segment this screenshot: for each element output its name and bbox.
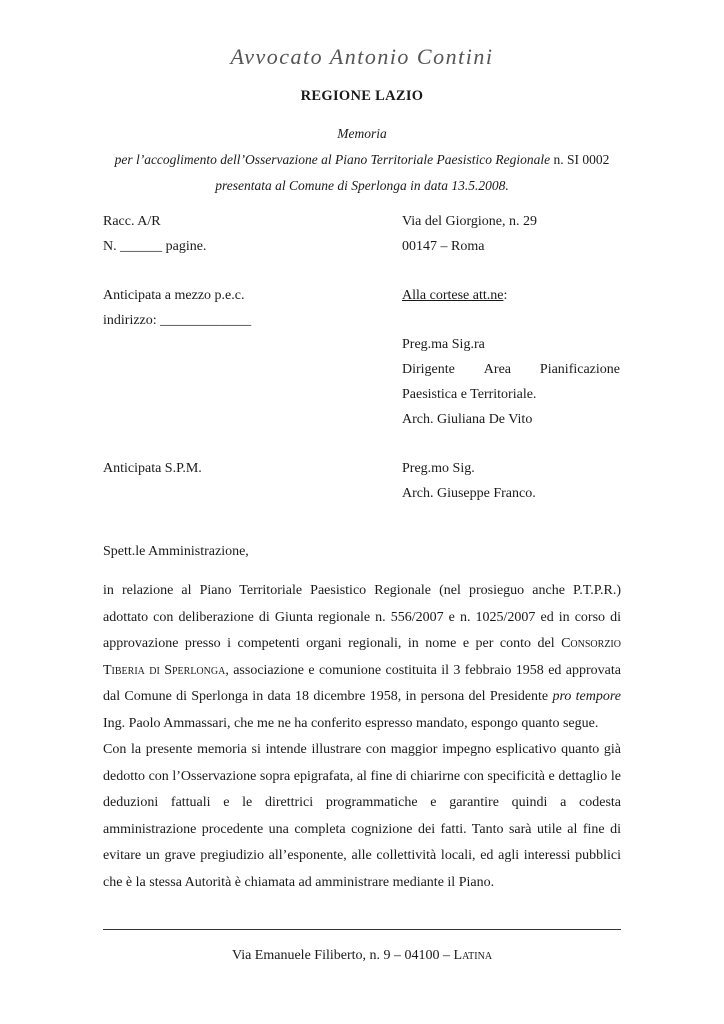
memo-subtitle-number: n. SI 0002 [550, 152, 610, 167]
body-paragraph-1 [103, 578, 621, 737]
recipient1-department: Paesistica e Territoriale. [402, 387, 537, 402]
footer-divider [103, 929, 621, 930]
role-word-3: Pianificazione [539, 362, 620, 377]
para1-part-b: , associazione e comunione costituita il 3 febbraio 1958 ed approvata dal Comune di Sperlonga in data 18 dicembre 1958, in persona del Presidente [103, 662, 621, 704]
memo-subtitle [0, 152, 724, 168]
footer-city: Latina [453, 948, 493, 963]
region-heading: REGIONE LAZIO [300, 88, 424, 104]
para1-part-a: in relazione al Piano Territoriale Paesistico Regionale (nel prosieguo anche P.T.P.R.) adottato con deliberazione di Giunta regionale n. 556/2007 e n. 1025/2007 ed in corso di approvazione presso i competenti organi regionali, in nome e per conto del [103, 583, 621, 651]
attention-colon: : [503, 288, 508, 303]
street-line: Via del Giorgione, n. 29 [402, 214, 537, 229]
memo-presented: presentata al Comune di Sperlonga in data 13.5.2008. [215, 178, 509, 193]
pages-line: N. ______ pagine. [103, 239, 207, 254]
letterhead: Avvocato Antonio Contini [230, 44, 494, 69]
body-paragraph-2: Con la presente memoria si intende illustrare con maggior impegno esplicativo quanto già dedotto con l’Osservazione sopra epigrafata, al fine di chiarirne con specificità e dettaglio le deduzioni fattuali e le direttrici programmatiche e garantire quindi a codesta amministrazione procedente una completa cognizione dei fatti. Tanto sarà utile al fine di evitare un grave pregiudizio all’esponente, alle collettività locali, ed agli interessi pubblici che è la stessa Autorità è chiamata ad amministrare mediante il Piano. [103, 742, 621, 890]
consorzio-name: Consorzio Tiberia di Sperlonga [103, 636, 621, 678]
city-line: 00147 – Roma [402, 239, 485, 254]
salutation: Spett.le Amministrazione, [103, 544, 249, 559]
attention-label: Alla cortese att.ne [402, 288, 504, 303]
address-line: indirizzo: _____________ [103, 313, 252, 328]
role-word-1: Dirigente [402, 362, 455, 377]
pec-line: Anticipata a mezzo p.e.c. [103, 288, 245, 303]
memo-subtitle-italic: per l’accoglimento dell’Osservazione al Piano Territoriale Paesistico Regionale [114, 152, 551, 167]
pro-tempore: pro tempore [552, 689, 621, 704]
recipient1-role [402, 362, 620, 378]
recipient1-title: Preg.ma Sig.ra [402, 337, 485, 352]
spm-line: Anticipata S.P.M. [103, 461, 202, 476]
recipient2-title: Preg.mo Sig. [402, 461, 475, 476]
attention-line [402, 288, 507, 304]
recipient2-name: Arch. Giuseppe Franco. [402, 486, 536, 501]
racc-line: Racc. A/R [103, 214, 161, 229]
recipient1-name: Arch. Giuliana De Vito [402, 412, 533, 427]
role-word-2: Area [483, 362, 511, 377]
para1-part-c: Ing. Paolo Ammassari, che me ne ha conferito espresso mandato, espongo quanto segue. [103, 715, 599, 731]
memo-title: Memoria [337, 126, 387, 141]
footer-address [0, 948, 724, 964]
footer-street: Via Emanuele Filiberto, n. 9 – 04100 – [231, 948, 454, 963]
